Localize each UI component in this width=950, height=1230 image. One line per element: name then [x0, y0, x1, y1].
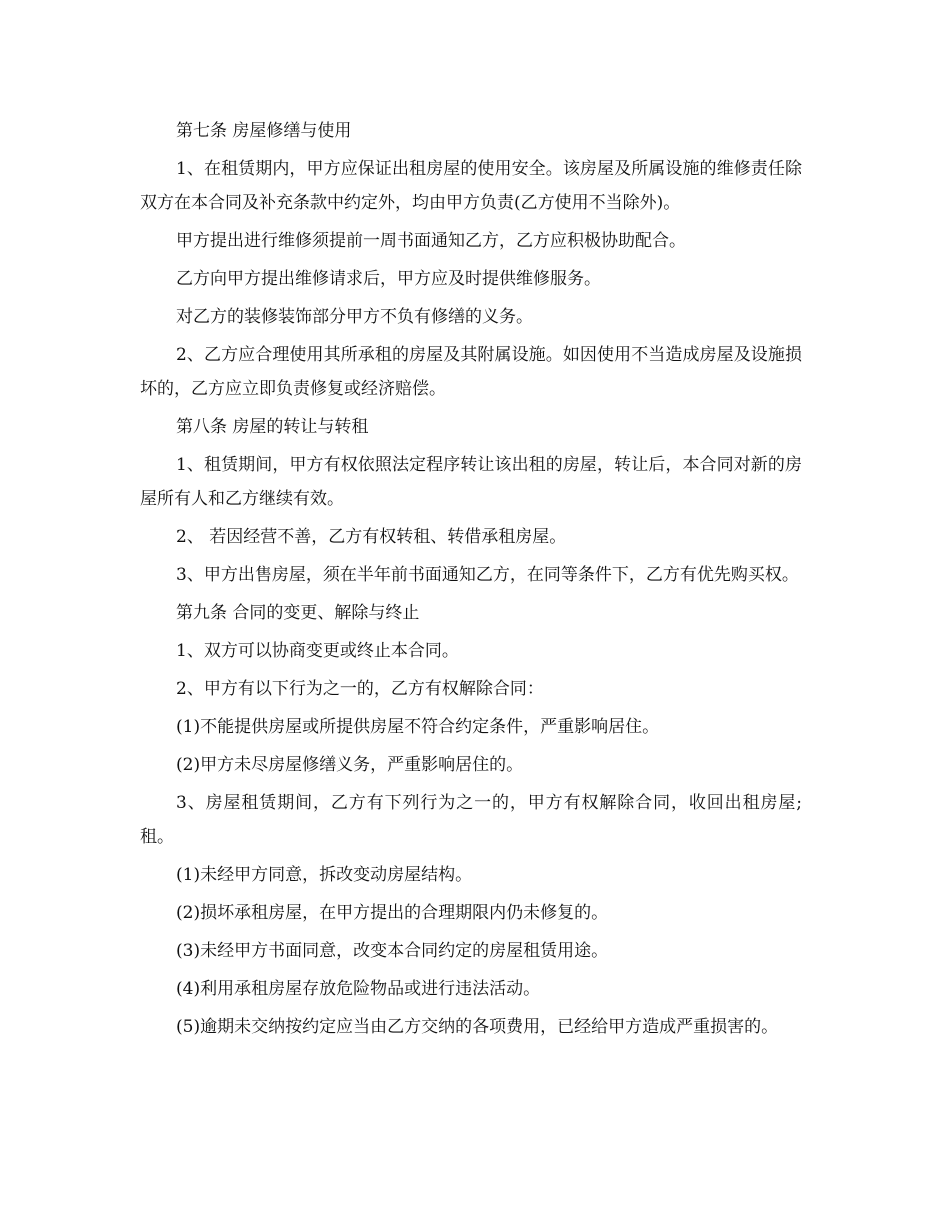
list-item: (1)不能提供房屋或所提供房屋不符合约定条件，严重影响居住。	[176, 717, 660, 737]
paragraph: 2、甲方有以下行为之一的，乙方有权解除合同：	[176, 679, 544, 699]
paragraph: 1、双方可以协商变更或终止本合同。	[176, 641, 459, 661]
paragraph: 甲方提出进行维修须提前一周书面通知乙方，乙方应积极协助配合。	[176, 231, 686, 251]
article-7-heading: 第七条 房屋修缮与使用	[176, 121, 352, 141]
article-9-heading: 第九条 合同的变更、解除与终止	[176, 603, 420, 623]
document-page	[140, 114, 802, 1048]
paragraph: 2、乙方应合理使用其所承租的房屋及其附属设施。如因使用不当造成房屋及设施损坏的，乙方应立即负责修复或经济赔偿。	[140, 345, 802, 399]
list-item: (4)利用承租房屋存放危险物品或进行违法活动。	[176, 979, 541, 999]
paragraph: 2、 若因经营不善，乙方有权转租、转借承租房屋。	[176, 527, 567, 547]
paragraph: 乙方向甲方提出维修请求后，甲方应及时提供维修服务。	[176, 269, 601, 289]
list-item: (3)未经甲方书面同意，改变本合同约定的房屋租赁用途。	[176, 941, 609, 961]
article-8-heading: 第八条 房屋的转让与转租	[176, 417, 369, 437]
list-item: (2)甲方未尽房屋修缮义务，严重影响居住的。	[176, 755, 524, 775]
paragraph: 1、租赁期间，甲方有权依照法定程序转让该出租的房屋，转让后，本合同对新的房屋所有人和乙方继续有效。	[140, 455, 802, 509]
paragraph: 3、甲方出售房屋，须在半年前书面通知乙方，在同等条件下，乙方有优先购买权。	[176, 565, 799, 585]
paragraph: 3、房屋租赁期间，乙方有下列行为之一的，甲方有权解除合同，收回出租房屋;租。	[140, 793, 802, 847]
list-item: (1)未经甲方同意，拆改变动房屋结构。	[176, 865, 473, 885]
list-item: (2)损坏承租房屋，在甲方提出的合理期限内仍未修复的。	[176, 903, 609, 923]
list-item: (5)逾期未交纳按约定应当由乙方交纳的各项费用，已经给甲方造成严重损害的。	[176, 1017, 779, 1037]
paragraph: 1、在租赁期内，甲方应保证出租房屋的使用安全。该房屋及所属设施的维修责任除双方在本合同及补充条款中约定外，均由甲方负责(乙方使用不当除外)。	[140, 159, 802, 213]
paragraph: 对乙方的装修装饰部分甲方不负有修缮的义务。	[176, 307, 533, 327]
